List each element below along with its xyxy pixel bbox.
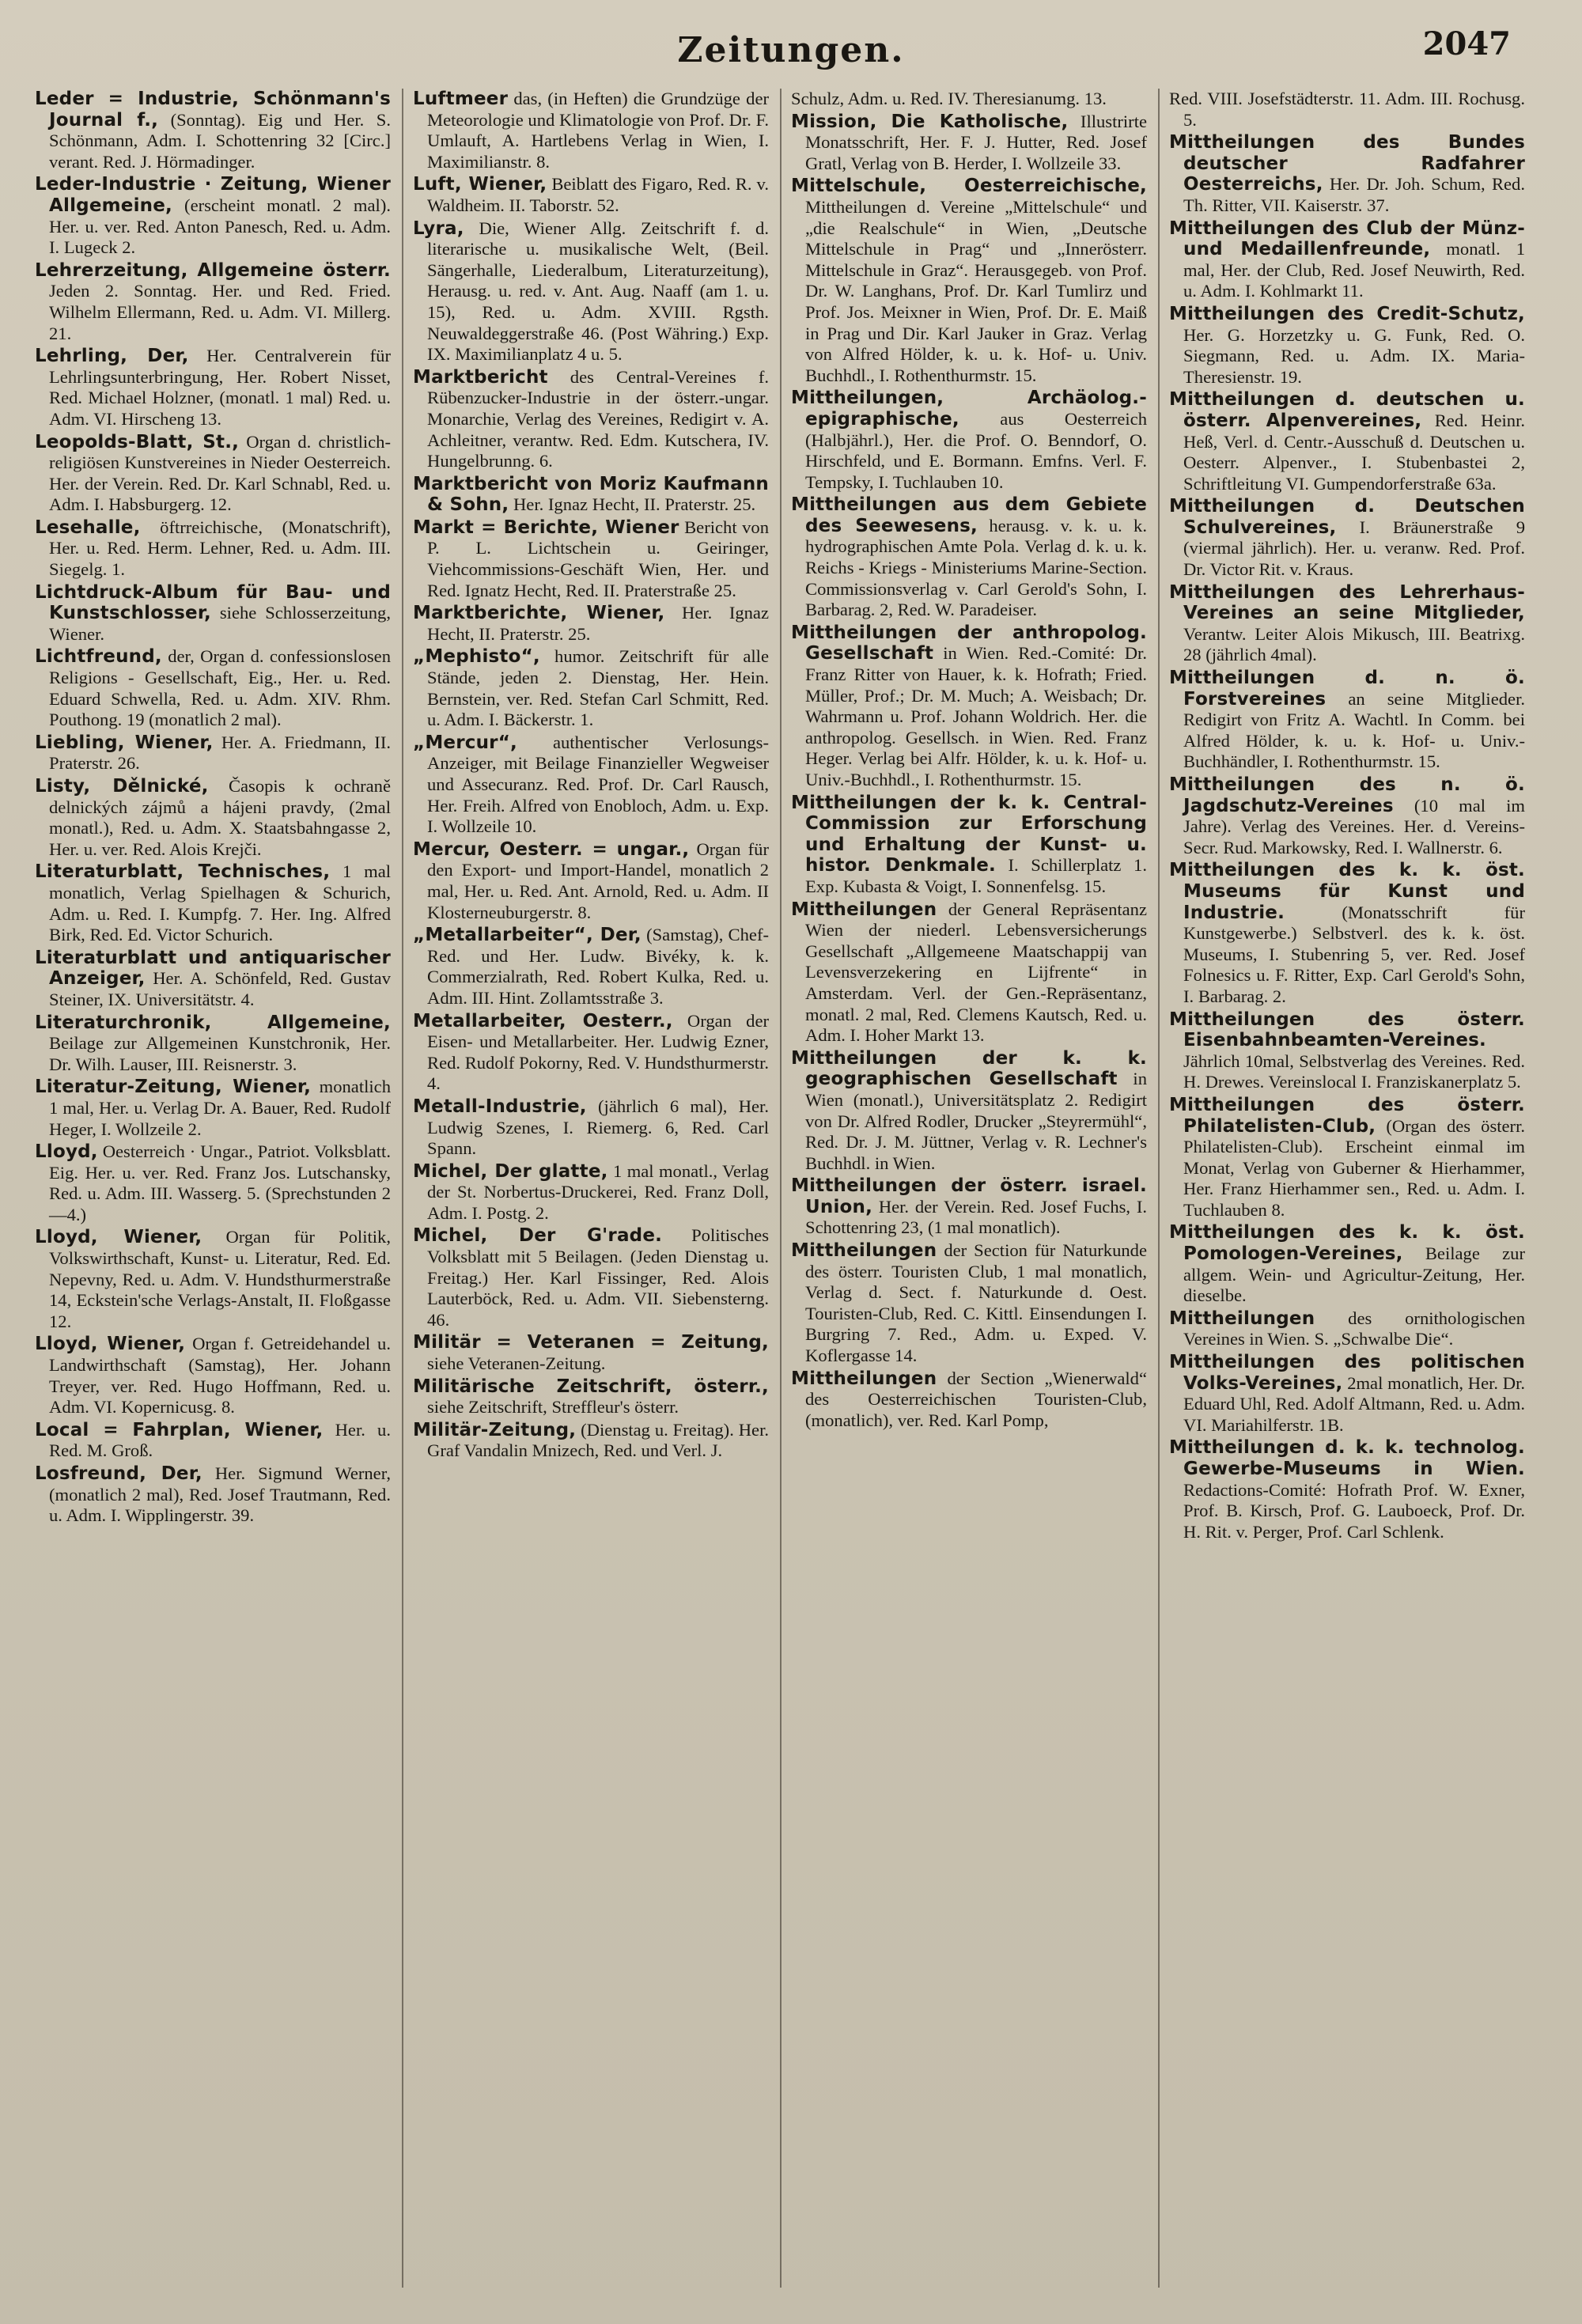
directory-entry [1169,1222,1525,1306]
entry-heading: Marktbericht [413,366,548,388]
entry-text: monatlich 1 mal, Her. u. Verlag Dr. A. Bauer, Red. Rudolf Heger, I. Wollzeile 2. [49,1077,391,1139]
entry-heading: Lesehalle, [35,517,141,538]
column-1 [35,89,391,2288]
entry-text: 1 mal monatl., Verlag der St. Norbertus-Druckerei, Red. Franz Doll, Adm. I. Postg. 2. [427,1160,769,1223]
entry-text: 1 mal monatlich, Verlag Spielhagen & Schurich, Adm. u. Red. I. Kumpfg. 7. Her. Ing. Alfred Birk, Red. Ed. Victor Schurich. [49,861,391,945]
directory-entry [1169,1095,1525,1221]
entry-text: Her. Ignaz Hecht, II. Praterstr. 25. [513,494,756,515]
directory-entry [791,1368,1147,1432]
directory-entry [35,732,391,774]
entry-heading: Mercur, Oesterr. = ungar., [413,838,690,860]
directory-entry [35,948,391,1011]
entry-heading: Mittheilungen des n. ö. Jagdschutz-Vereines [1169,774,1525,816]
entry-heading: Lyra, [413,218,464,239]
directory-entry [413,367,769,472]
directory-entry [413,218,769,365]
entry-text: Her. u. Red. M. Groß. [49,1419,391,1461]
entry-text: Organ der Eisen- und Metallarbeiter. Her. Ludwig Ezner, Red. Rudolf Pokorny, Red. V. Hundsthurmerstr. 4. [427,1010,769,1094]
entry-heading: Lehrling, Der, [35,346,189,367]
entry-text: 2mal monatlich, Her. Dr. Eduard Uhl, Red. Adolf Altmann, Red. u. Adm. VI. Mariahilferstr. 1B. [1183,1372,1525,1435]
directory-entry [791,1175,1147,1239]
entry-heading: Mittheilungen der österr. israel. Union, [791,1175,1147,1217]
entry-text: Organ f. Getreidehandel u. Landwirthschaft (Samstag), Her. Johann Treyer, ver. Red. Hugo Hoffmann, Red. u. Adm. VI. Kopernicusg. 8. [49,1334,391,1417]
entry-heading: Mittheilungen des k. k. öst. Pomologen-Vereines, [1169,1222,1525,1265]
directory-entry [791,89,1147,110]
entry-text: (jährlich 6 mal), Her. Ludwig Szenes, I. Riemerg. 6, Red. Carl Spann. [427,1096,769,1159]
directory-entry [1169,496,1525,580]
directory-entry [35,432,391,516]
entry-text: (Samstag), Chef-Red. und Her. Ludw. Bivéky, k. k. Commerzialrath, Red. Robert Kulka, Red. u. Adm. III. Hint. Zollamtsstraße 3. [427,925,769,1008]
entry-text: Her. A. Schönfeld, Red. Gustav Steiner, IX. Universitätstr. 4. [49,968,391,1009]
entry-text: öftrreichische, (Monatschrift), Her. u. Red. Herm. Lehner, Red. u. Adm. III. Siegelg. 1. [49,517,391,580]
entry-text: Her. der Verein. Red. Josef Fuchs, I. Schottenring 23, (1 mal monatlich). [805,1196,1147,1238]
directory-entry [791,793,1147,898]
entry-heading: Lichtfreund, [35,646,162,668]
entry-heading: Mittheilungen der anthropolog. Gesellschaft [791,622,1147,664]
entry-heading: Mittheilungen des k. k. öst. Museums für Kunst und Industrie. [1169,860,1525,923]
entry-text: Verantw. Leiter Alois Mikusch, III. Beatrixg. 28 (jährlich 4mal). [1183,623,1525,665]
entry-heading: „Mercur“, [413,732,517,753]
entry-text: Die, Wiener Allg. Zeitschrift f. d. literarische u. musikalische Welt, (Beil. Sängerhalle, Liederalbum, Literaturzeitung), Herausg. u. red. v. Ant. Aug. Naaff (am 1. u. 15), Red. u. Adm. XVIII. Rgsth. Neuwaldeggerstraße 46. (Post Währing.) Exp. IX. Maximilianplatz 4 u. 5. [427,218,769,365]
directory-entry [791,623,1147,791]
text-columns [35,89,1530,2288]
entry-text: siehe Schlosserzeitung, Wiener. [49,603,391,644]
entry-text: (Organ des österr. Philatelisten-Club). Erscheint einmal im Monat, Verlag von Guberner & Hierhammer, Her. Franz Hierhammer sen., Red. u. Adm. I. Tuchlauben 8. [1183,1115,1525,1220]
directory-entry [1169,1437,1525,1542]
entry-heading: Literaturblatt, Technisches, [35,861,331,883]
entry-heading: Metall-Industrie, [413,1096,587,1117]
entry-heading: Mittheilungen d. k. k. technolog. Gewerbe-Museums in Wien. [1169,1437,1525,1479]
entry-heading: Mittheilungen des Lehrerhaus-Vereines an seine Mitglieder, [1169,581,1525,624]
directory-entry [1169,860,1525,1007]
entry-heading: Luft, Wiener, [413,174,547,195]
directory-entry [413,517,769,601]
directory-entry [791,176,1147,386]
entry-text: aus Oesterreich (Halbjährl.), Her. die Prof. O. Benndorf, O. Hirschfeld, und E. Bormann. Emfns. Verl. F. Tempsky, I. Tuchlauben 10. [805,408,1147,492]
page-header [0,16,1582,71]
entry-heading: Michel, Der G'rade. [413,1225,663,1247]
directory-entry [1169,774,1525,858]
entry-heading: Militär = Veteranen = Zeitung, [413,1332,769,1353]
entry-heading: Lichtdruck-Album für Bau- und Kunstschlosser, [35,581,391,624]
entry-heading: Liebling, Wiener, [35,732,214,753]
directory-entry [1169,218,1525,302]
directory-entry [35,1227,391,1332]
entry-heading: Mittheilungen [791,1240,937,1262]
entry-text: das, (in Heften) die Grundzüge der Meteorologie und Klimatologie von Prof. Dr. F. Umlauft, A. Hartlebens Verlag in Wien, I. Maximilianstr. 8. [427,89,769,172]
directory-entry [35,582,391,645]
entry-heading: Marktbericht von Moriz Kaufmann & Sohn, [413,473,769,516]
directory-entry [413,1161,769,1224]
directory-entry [1169,1352,1525,1436]
directory-entry [791,1048,1147,1175]
directory-entry [35,1012,391,1076]
directory-entry [791,494,1147,621]
column-3 [791,89,1147,2288]
entry-heading: Mittheilungen [791,1368,937,1389]
entry-text: Oesterreich · Ungar., Patriot. Volksblatt. Eig. Her. u. ver. Red. Franz Jos. Lutschansky, Red. u. Adm. III. Wasserg. 5. (Sprechstunden 2—4.) [49,1141,391,1224]
directory-entry [413,925,769,1009]
entry-heading: Lloyd, Wiener, [35,1334,186,1355]
entry-heading: „Metallarbeiter“, Der, [413,925,642,946]
entry-text: Illustrirte Monatsschrift, Her. F. J. Hutter, Red. Josef Gratl, Verlag von B. Herder, I. Wollzeile 33. [805,111,1147,173]
entry-heading: Leopolds-Blatt, St., [35,431,240,452]
entry-text: Jeden 2. Sonntag. Her. und Red. Fried. Wilhelm Ellermann, Red. u. Adm. VI. Millerg. 21. [49,281,391,343]
entry-heading: Markt = Berichte, Wiener [413,517,679,538]
entry-text: humor. Zeitschrift für alle Stände, jeden 2. Dienstag, Her. Hein. Bernstein, ver. Red. Stefan Carl Schmitt, Red. u. Adm. I. Bäckerstr. 1. [427,646,769,730]
entry-heading: Metallarbeiter, Oesterr., [413,1010,673,1031]
entry-heading: Lehrerzeitung, Allgemeine österr. [35,259,391,281]
directory-entry [35,1420,391,1462]
entry-text: siehe Veteranen-Zeitung. [427,1353,606,1374]
entry-text: der Section für Naturkunde des österr. Touristen Club, 1 mal monatlich, Verlag d. Sect. f. Naturkunde d. Oest. Touristen-Club, Red. C. Kittl. Einsendungen I. Burgring 7. Red., Adm. u. Exped. V. Koflergasse 14. [805,1240,1147,1366]
entry-text: (10 mal im Jahre). Verlag des Vereines. Her. d. Vereins-Secr. Rud. Markowsky, Red. I. Wallnerstr. 6. [1183,795,1525,857]
directory-entry [413,1376,769,1418]
entry-heading: Mittheilungen der k. k. geographischen Gesellschaft [791,1047,1147,1090]
directory-entry [35,776,391,860]
entry-heading: Literatur-Zeitung, Wiener, [35,1077,312,1098]
entry-heading: Mittheilungen [791,899,937,920]
entry-text: an seine Mitglieder. Redigirt von Fritz A. Wachtl. In Comm. bei Alfred Hölder, k. u. k. Hof- u. Univ.-Buchhändler, I. Rothenthurmstr. 15. [1183,688,1525,772]
directory-entry [35,1334,391,1417]
entry-heading: Mittheilungen der k. k. Central-Commission zur Erforschung und Erhaltung der Kunst- u. histor. Denkmale. [791,792,1147,876]
entry-heading: Mittheilungen d. deutschen u. österr. Alpenvereines, [1169,389,1525,431]
entry-heading: Mittheilungen, Archäolog.-epigraphische, [791,388,1147,430]
entry-text: I. Bräunerstraße 9 (viermal jährlich). Her. u. veranw. Red. Prof. Dr. Victor Rit. v. Kraus. [1183,517,1525,580]
directory-entry [35,1463,391,1527]
column-4 [1169,89,1525,2288]
entry-text: Jährlich 10mal, Selbstverlag des Vereines. Red. H. Drewes. Vereinslocal I. Franziskanerplatz 5. [1183,1050,1525,1092]
entry-text: Beilage zur Allgemeinen Kunstchronik, Her. Dr. Wilh. Lauser, III. Reisnerstr. 3. [49,1033,391,1074]
entry-text: (erscheint monatl. 2 mal). Her. u. ver. Red. Anton Panesch, Red. u. Adm. I. Lugeck 2. [49,195,391,258]
directory-entry [791,899,1147,1047]
directory-entry [413,732,769,838]
directory-entry [35,646,391,730]
directory-entry [35,260,391,344]
entry-heading: Mission, Die Katholische, [791,111,1069,132]
directory-entry [1169,1308,1525,1350]
entry-heading: Mittheilungen d. Deutschen Schulvereines, [1169,496,1525,538]
entry-heading: Mittheilungen [1169,1308,1315,1329]
directory-entry [1169,668,1525,773]
page-number: 2047 [1422,25,1511,62]
directory-entry [1169,304,1525,388]
entry-text: in Wien. Red.-Comité: Dr. Franz Ritter von Hauer, k. k. Hofrath; Fried. Müller, Prof.; Dr. M. Much; A. Weisbach; Dr. Wahrmann u. Prof. Johann Woldrich. Her. die anthropolog. Gesellsch. in Wien. Red. Franz Heger. Verlag bei Alfr. Hölder, k. u. k. Hof- u. Univ.-Buchhdl., I. Rothenthurmstr. 15. [805,643,1147,789]
entry-text: I. Schillerplatz 1. Exp. Kubasta & Voigt, I. Sonnenfelsg. 15. [805,855,1147,896]
entry-heading: Militär-Zeitung, [413,1419,577,1440]
entry-heading: Mittheilungen aus dem Gebiete des Seewesens, [791,494,1147,536]
entry-heading: Mittelschule, Oesterreichische, [791,176,1147,197]
entry-heading: Listy, Dělnické, [35,776,209,797]
entry-text: der Section „Wienerwald“ des Oesterreichischen Touristen-Club, (monatlich), ver. Red. Karl Pomp, [805,1368,1147,1430]
entry-text: Mittheilungen d. Vereine „Mittelschule“ und „die Realschule“ in Wien, „Deutsche Mittelschule in Prag“ und „Innerösterr. Mittelschule in Graz“. Herausgegeb. von Prof. Dr. W. Langhans, Prof. Dr. Karl Tumlirz und Prof. Jos. Meixner in Wien, Prof. Dr. E. Maiß in Prag und Dir. Karl Jauker in Graz. Verlag von Alfred Hölder, k. u. k. Hof- u. Univ. Buchhdl., I. Rothenthurmstr. 15. [805,196,1147,385]
entry-heading: Mittheilungen des österr. Eisenbahnbeamten-Vereines. [1169,1009,1525,1051]
directory-entry [35,89,391,172]
entry-text: Her. Dr. Joh. Schum, Red. Th. Ritter, VII. Kaiserstr. 37. [1183,174,1525,215]
directory-entry [791,388,1147,493]
entry-heading: Mittheilungen des Club der Münz- und Medaillenfreunde, [1169,218,1525,260]
entry-text: Redactions-Comité: Hofrath Prof. W. Exner, Prof. B. Kirsch, Prof. G. Lauboeck, Prof. Dr. H. Rit. v. Perger, Prof. Carl Schlenk. [1183,1479,1525,1542]
page-title: Zeitungen. [677,30,905,70]
directory-entry [791,112,1147,175]
entry-heading: Leder = Industrie, Schönmann's Journal f., [35,89,391,131]
entry-text: (Sonntag). Eig und Her. S. Schönmann, Adm. I. Schottenring 32 [Circ.] verant. Red. J. Hörmadinger. [49,109,391,172]
entry-heading: Local = Fahrplan, Wiener, [35,1419,324,1440]
directory-entry [413,474,769,516]
entry-text: Organ für Politik, Volkswirthschaft, Kunst- u. Literatur, Red. Ed. Nepevny, Red. u. Adm. V. Hundsthurmerstraße 14, Eckstein'sche Verlags-Anstalt, II. Floßgasse 12. [49,1227,391,1331]
entry-text: Red. Heinr. Heß, Verl. d. Centr.-Ausschuß d. Deutschen u. Oesterr. Alpenver., I. Stubenbastei 2, Schriftleitung VI. Gumpendorferstraße 63a. [1183,410,1525,494]
column-rule [1158,89,1160,2288]
entry-heading: Lloyd, [35,1141,98,1163]
entry-heading: Literaturchronik, Allgemeine, [35,1012,391,1033]
entry-heading: Literaturblatt und antiquarischer Anzeiger, [35,947,391,990]
entry-text: des ornithologischen Vereines in Wien. S. „Schwalbe Die“. [1183,1308,1525,1349]
entry-heading: Mittheilungen des österr. Philatelisten-Club, [1169,1094,1525,1137]
entry-text: des Central-Vereines f. Rübenzucker-Industrie in der österr.-ungar. Monarchie, Verlag des Vereines, Redigirt v. A. Achleitner, verantw. Red. Edm. Kutschera, IV. Hungelbrunng. 6. [427,366,769,471]
entry-text: Her. Centralverein für Lehrlingsunterbringung, Her. Robert Nisset, Red. Michael Holzner, (monatl. 1 mal) Red. u. Adm. VI. Hirscheng 13. [49,346,391,429]
entry-text: der, Organ d. confessionslosen Religions - Gesellschaft, Eig., Her. u. Red. Eduard Schwella, Red. u. Adm. XIV. Rhm. Pouthong. 19 (monatlich 2 mal). [49,646,391,730]
directory-entry [791,1240,1147,1367]
entry-text: Her. Ignaz Hecht, II. Praterstr. 25. [427,603,769,644]
entry-text: monatl. 1 mal, Her. der Club, Red. Josef Neuwirth, Red. u. Adm. I. Kohlmarkt 11. [1183,239,1525,301]
column-rule [402,89,403,2288]
entry-text: Schulz, Adm. u. Red. IV. Theresianumg. 13. [791,89,1107,108]
entry-text: Beilage zur allgem. Wein- und Agricultur-Zeitung, Her. dieselbe. [1183,1243,1525,1306]
directory-entry [1169,89,1525,131]
entry-text: Red. VIII. Josefstädterstr. 11. Adm. III. Rochusg. 5. [1169,89,1525,130]
column-2 [413,89,769,2288]
entry-text: Her. G. Horzetzky u. G. Funk, Red. O. Siegmann, Red. u. Adm. IX. Maria-Theresienstr. 19. [1183,324,1525,387]
entry-text: (Dienstag u. Freitag). Her. Graf Vandalin Mnizech, Red. und Verl. J. [427,1419,769,1461]
entry-text: Politisches Volksblatt mit 5 Beilagen. (Jeden Dienstag u. Freitag.) Her. Karl Fissinger, Red. Alois Lauterböck, Red. u. Adm. VII. Siebensterng. 46. [427,1225,769,1330]
entry-heading: Leder-Industrie · Zeitung, Wiener Allgemeine, [35,174,391,216]
directory-entry [413,1420,769,1462]
entry-text: Bericht von P. L. Lichtschein u. Geiringer, Viehcommissions-Geschäft Wien, Her. und Red. Ignatz Hecht, Red. II. Praterstraße 25. [427,517,769,600]
directory-entry [413,1096,769,1160]
entry-text: Her. A. Friedmann, II. Praterstr. 26. [49,732,391,774]
entry-text: herausg. v. k. u. k. hydrographischen Amte Pola. Verlag d. k. u. k. Reichs - Kriegs - Ministeriums Marine-Section. Commissionsverlag v. Carl Gerold's Sohn, I. Barbarag. 2, Red. W. Paradeiser. [805,515,1147,620]
directory-entry [35,174,391,258]
directory-entry [35,517,391,581]
entry-text: in Wien (monatl.), Universitätsplatz 2. Redigirt von Dr. Alfred Rodler, Drucker „Steyrermühl“, Red. Dr. J. M. Jüttner, Verlag v. R. Lechner's Buchhdl. in Wien. [805,1069,1147,1173]
entry-text: (Monatsschrift für Kunstgewerbe.) Selbstverl. des k. k. öst. Museums, I. Stubenring 5, ver. Red. Josef Folnesics u. F. Ritter, Exp. Carl Gerold's Sohn, I. Barbarag. 2. [1183,902,1525,1006]
entry-text: Organ d. christlich-religiösen Kunstvereines in Nieder Oesterreich. Her. der Verein. Red. Dr. Karl Schnabl, Red. u. Adm. I. Habsburgerg. 12. [49,431,391,515]
entry-heading: Losfreund, Der, [35,1463,202,1484]
entry-text: Her. Sigmund Werner, (monatlich 2 mal), Red. Josef Trautmann, Red. u. Adm. I. Wipplingerstr. 39. [49,1463,391,1526]
entry-text: authentischer Verlosungs-Anzeiger, mit Beilage Finanzieller Wegweiser und Assecuranz. Red. Prof. Dr. Carl Rausch, Her. Freih. Alfred von Enobloch, Adm. u. Exp. I. Wollzeile 10. [427,732,769,837]
directory-entry [413,839,769,923]
entry-heading: Luftmeer [413,89,509,109]
entry-heading: Militärische Zeitschrift, österr., [413,1376,769,1397]
directory-entry [1169,389,1525,494]
directory-entry [413,1225,769,1330]
directory-entry [35,1077,391,1140]
entry-heading: Mittheilungen des Bundes deutscher Radfahrer Oesterreichs, [1169,132,1525,195]
directory-entry [413,1011,769,1095]
directory-entry [413,1332,769,1374]
entry-heading: Marktberichte, Wiener, [413,603,665,624]
directory-entry [1169,132,1525,216]
entry-heading: Mittheilungen des politischen Volks-Vereines, [1169,1352,1525,1394]
directory-entry [35,861,391,945]
entry-heading: Mittheilungen d. n. ö. Forstvereines [1169,668,1525,710]
directory-entry [35,346,391,430]
directory-entry [1169,1009,1525,1093]
entry-text: Organ für den Export- und Import-Handel, monatlich 2 mal, Her. u. Red. Ant. Arnold, Red. u. Adm. II Klosterneuburgerstr. 8. [427,838,769,922]
column-rule [780,89,782,2288]
directory-entry [1169,582,1525,666]
entry-text: Beiblatt des Figaro, Red. R. v. Waldheim. II. Taborstr. 52. [427,174,769,215]
directory-entry [413,89,769,172]
entry-text: Časopis k ochraně delnických zájmů a hájeni pravdy, (2mal monatl.), Red. u. Adm. X. Staatsbahngasse 2, Her. u. ver. Red. Alois Krejči. [49,776,391,859]
entry-text: siehe Zeitschrift, Streffleur's österr. [427,1397,679,1417]
directory-entry [413,603,769,645]
entry-heading: Mittheilungen des Credit-Schutz, [1169,303,1525,324]
entry-heading: Lloyd, Wiener, [35,1227,202,1248]
directory-entry [413,174,769,216]
entry-text: der General Repräsentanz Wien der niederl. Lebensversicherungs Gesellschaft „Allgemeene Maatschappij van Levensverzekering en Lijfrente“ in Amsterdam. Verl. der Gen.-Repräsentanz, monatl. 2 mal, Red. Clemens Kautsch, Red. u. Adm. I. Hoher Markt 13. [805,899,1147,1046]
directory-entry [35,1141,391,1225]
entry-heading: Michel, Der glatte, [413,1160,608,1182]
directory-entry [413,646,769,730]
entry-heading: „Mephisto“, [413,646,540,668]
